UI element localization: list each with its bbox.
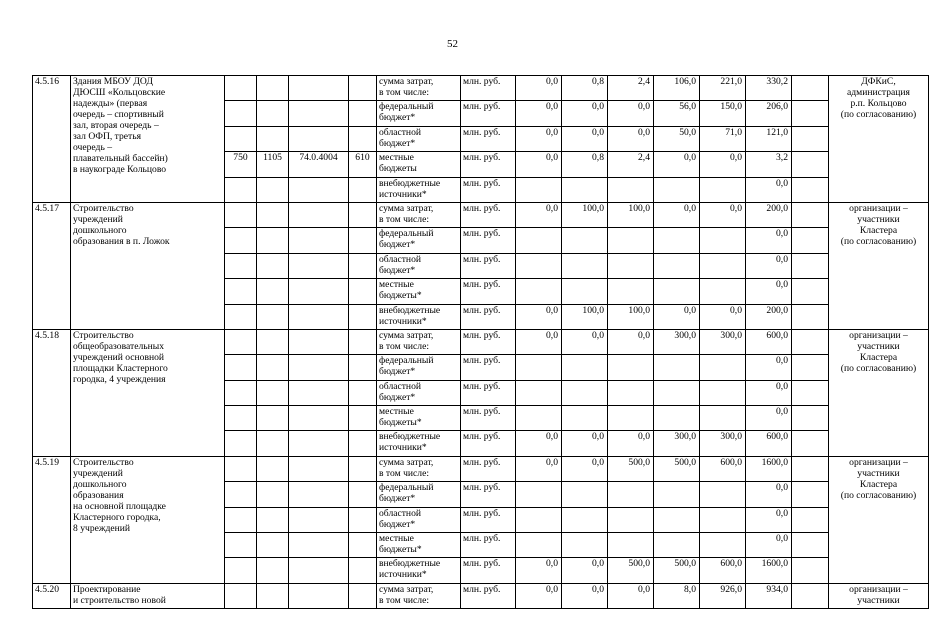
value-cell: 500,0: [608, 456, 654, 481]
budget-code-cell: [225, 380, 257, 405]
budget-code-cell: [289, 406, 349, 431]
value-cell: [700, 507, 746, 532]
financing-table: [32, 75, 929, 609]
unit-cell: млн. руб.: [461, 583, 516, 608]
budget-code-cell: [349, 304, 377, 329]
budget-code-cell: [349, 202, 377, 227]
value-cell: [700, 228, 746, 253]
budget-code-cell: [289, 456, 349, 481]
budget-code-cell: 750: [225, 152, 257, 177]
value-cell: [654, 482, 700, 507]
budget-code-cell: [257, 228, 289, 253]
value-cell: 0,0: [746, 482, 792, 507]
value-cell: 0,0: [608, 126, 654, 151]
value-cell: 300,0: [654, 431, 700, 456]
value-cell: 8,0: [654, 583, 700, 608]
budget-code-cell: [225, 253, 257, 278]
funding-source: областной бюджет*: [377, 126, 461, 151]
budget-code-cell: 1105: [257, 152, 289, 177]
empty-cell: [792, 456, 829, 481]
item-number: 4.5.16: [33, 76, 71, 203]
value-cell: 0,0: [700, 152, 746, 177]
value-cell: 71,0: [700, 126, 746, 151]
budget-code-cell: [289, 101, 349, 126]
value-cell: 0,0: [700, 202, 746, 227]
responsible-party: организации – участники Кластера (по согласованию): [829, 329, 929, 456]
budget-code-cell: [289, 380, 349, 405]
budget-code-cell: [349, 482, 377, 507]
value-cell: [562, 406, 608, 431]
unit-cell: млн. руб.: [461, 101, 516, 126]
budget-code-cell: [289, 431, 349, 456]
value-cell: 0,0: [562, 456, 608, 481]
budget-code-cell: [225, 76, 257, 101]
value-cell: 500,0: [654, 558, 700, 583]
budget-code-cell: [257, 482, 289, 507]
value-cell: [516, 177, 562, 202]
budget-code-cell: [257, 329, 289, 354]
budget-code-cell: [289, 507, 349, 532]
value-cell: [654, 533, 700, 558]
unit-cell: млн. руб.: [461, 507, 516, 532]
value-cell: 0,0: [746, 228, 792, 253]
value-cell: [654, 355, 700, 380]
value-cell: 1600,0: [746, 558, 792, 583]
budget-code-cell: [225, 101, 257, 126]
value-cell: [608, 228, 654, 253]
funding-source: сумма затрат, в том числе:: [377, 76, 461, 101]
value-cell: 0,0: [654, 202, 700, 227]
value-cell: 221,0: [700, 76, 746, 101]
value-cell: 300,0: [654, 329, 700, 354]
value-cell: [562, 507, 608, 532]
budget-code-cell: [349, 101, 377, 126]
budget-code-cell: [257, 406, 289, 431]
value-cell: [608, 406, 654, 431]
value-cell: 0,0: [746, 355, 792, 380]
budget-code-cell: 610: [349, 152, 377, 177]
value-cell: 0,0: [608, 101, 654, 126]
item-name: Здания МБОУ ДОД ДЮСШ «Кольцовские надежды» (первая очередь – спортивный зал, вторая очередь – зал ОФП, третья очередь – плавательный бассейн) в наукограде Кольцово: [71, 76, 225, 203]
unit-cell: млн. руб.: [461, 355, 516, 380]
value-cell: [516, 482, 562, 507]
item-name: Проектирование и строительство новой: [71, 583, 225, 608]
empty-cell: [792, 507, 829, 532]
item-number: 4.5.18: [33, 329, 71, 456]
empty-cell: [792, 177, 829, 202]
value-cell: [700, 482, 746, 507]
budget-code-cell: [225, 304, 257, 329]
value-cell: 0,0: [746, 177, 792, 202]
unit-cell: млн. руб.: [461, 202, 516, 227]
unit-cell: млн. руб.: [461, 253, 516, 278]
funding-source: местные бюджеты*: [377, 279, 461, 304]
table-row: [33, 329, 929, 354]
value-cell: [516, 355, 562, 380]
empty-cell: [792, 202, 829, 227]
value-cell: 0,0: [516, 76, 562, 101]
budget-code-cell: [349, 279, 377, 304]
unit-cell: млн. руб.: [461, 482, 516, 507]
value-cell: 100,0: [562, 304, 608, 329]
budget-code-cell: [349, 507, 377, 532]
budget-code-cell: [349, 329, 377, 354]
funding-source: федеральный бюджет*: [377, 101, 461, 126]
empty-cell: [792, 152, 829, 177]
budget-code-cell: [225, 126, 257, 151]
budget-code-cell: [349, 380, 377, 405]
value-cell: [516, 228, 562, 253]
budget-code-cell: [257, 533, 289, 558]
empty-cell: [792, 76, 829, 101]
value-cell: 1600,0: [746, 456, 792, 481]
budget-code-cell: [289, 177, 349, 202]
value-cell: [700, 533, 746, 558]
budget-code-cell: [289, 329, 349, 354]
budget-code-cell: [289, 279, 349, 304]
funding-source: сумма затрат, в том числе:: [377, 329, 461, 354]
budget-code-cell: [289, 533, 349, 558]
value-cell: 0,0: [516, 456, 562, 481]
value-cell: 0,0: [562, 431, 608, 456]
empty-cell: [792, 431, 829, 456]
value-cell: 0,0: [654, 304, 700, 329]
value-cell: [700, 279, 746, 304]
table-row: [33, 583, 929, 608]
budget-code-cell: [225, 583, 257, 608]
budget-code-cell: [257, 279, 289, 304]
responsible-party: организации – участники Кластера (по согласованию): [829, 456, 929, 583]
value-cell: [562, 253, 608, 278]
value-cell: 3,2: [746, 152, 792, 177]
budget-code-cell: [349, 431, 377, 456]
value-cell: [700, 380, 746, 405]
funding-source: внебюджетные источники*: [377, 177, 461, 202]
value-cell: 100,0: [608, 202, 654, 227]
item-number: 4.5.17: [33, 202, 71, 329]
budget-code-cell: [225, 202, 257, 227]
page-number: 52: [447, 38, 458, 50]
budget-code-cell: [257, 583, 289, 608]
value-cell: 0,8: [562, 76, 608, 101]
empty-cell: [792, 355, 829, 380]
value-cell: 0,0: [608, 431, 654, 456]
value-cell: 100,0: [608, 304, 654, 329]
value-cell: 200,0: [746, 304, 792, 329]
responsible-party: ДФКиС, администрация р.п. Кольцово (по согласованию): [829, 76, 929, 203]
table-row: [33, 202, 929, 227]
item-name: Строительство общеобразовательных учреждений основной площадки Кластерного городка, 4 учреждения: [71, 329, 225, 456]
funding-source: местные бюджеты: [377, 152, 461, 177]
value-cell: 0,0: [700, 304, 746, 329]
unit-cell: млн. руб.: [461, 76, 516, 101]
value-cell: [562, 533, 608, 558]
empty-cell: [792, 482, 829, 507]
unit-cell: млн. руб.: [461, 126, 516, 151]
budget-code-cell: [349, 253, 377, 278]
funding-source: федеральный бюджет*: [377, 228, 461, 253]
budget-code-cell: [257, 507, 289, 532]
budget-code-cell: 74.0.4004: [289, 152, 349, 177]
budget-code-cell: [257, 202, 289, 227]
value-cell: 100,0: [562, 202, 608, 227]
budget-code-cell: [289, 253, 349, 278]
budget-code-cell: [289, 583, 349, 608]
value-cell: [562, 279, 608, 304]
funding-source: сумма затрат, в том числе:: [377, 202, 461, 227]
value-cell: 121,0: [746, 126, 792, 151]
value-cell: [562, 482, 608, 507]
value-cell: 0,0: [746, 279, 792, 304]
value-cell: [608, 355, 654, 380]
value-cell: 600,0: [700, 456, 746, 481]
value-cell: [608, 482, 654, 507]
value-cell: 0,0: [746, 380, 792, 405]
value-cell: 0,0: [516, 431, 562, 456]
funding-source: сумма затрат, в том числе:: [377, 456, 461, 481]
budget-code-cell: [349, 583, 377, 608]
budget-code-cell: [225, 177, 257, 202]
budget-code-cell: [349, 558, 377, 583]
item-number: 4.5.19: [33, 456, 71, 583]
item-name: Строительство учреждений дошкольного образования в п. Ложок: [71, 202, 225, 329]
value-cell: 150,0: [700, 101, 746, 126]
unit-cell: млн. руб.: [461, 380, 516, 405]
value-cell: 0,0: [516, 202, 562, 227]
budget-code-cell: [257, 558, 289, 583]
value-cell: [608, 507, 654, 532]
budget-code-cell: [225, 482, 257, 507]
budget-code-cell: [289, 76, 349, 101]
empty-cell: [792, 279, 829, 304]
value-cell: [654, 380, 700, 405]
budget-code-cell: [289, 126, 349, 151]
value-cell: 600,0: [746, 431, 792, 456]
value-cell: 0,0: [746, 253, 792, 278]
budget-code-cell: [225, 507, 257, 532]
budget-code-cell: [349, 76, 377, 101]
unit-cell: млн. руб.: [461, 177, 516, 202]
empty-cell: [792, 583, 829, 608]
unit-cell: млн. руб.: [461, 431, 516, 456]
value-cell: [654, 279, 700, 304]
value-cell: [654, 228, 700, 253]
value-cell: 0,0: [746, 507, 792, 532]
unit-cell: млн. руб.: [461, 152, 516, 177]
budget-code-cell: [257, 177, 289, 202]
budget-code-cell: [257, 380, 289, 405]
budget-code-cell: [289, 558, 349, 583]
value-cell: [608, 279, 654, 304]
funding-source: внебюджетные источники*: [377, 304, 461, 329]
value-cell: 500,0: [654, 456, 700, 481]
budget-code-cell: [349, 126, 377, 151]
value-cell: [654, 177, 700, 202]
unit-cell: млн. руб.: [461, 406, 516, 431]
funding-source: местные бюджеты*: [377, 406, 461, 431]
value-cell: 0,0: [516, 583, 562, 608]
budget-code-cell: [349, 355, 377, 380]
value-cell: [516, 507, 562, 532]
budget-code-cell: [289, 202, 349, 227]
funding-source: областной бюджет*: [377, 507, 461, 532]
value-cell: [700, 177, 746, 202]
value-cell: [516, 533, 562, 558]
empty-cell: [792, 533, 829, 558]
value-cell: 2,4: [608, 76, 654, 101]
empty-cell: [792, 101, 829, 126]
value-cell: 0,0: [516, 152, 562, 177]
value-cell: 0,0: [562, 583, 608, 608]
responsible-party: организации – участники Кластера (по согласованию): [829, 202, 929, 329]
value-cell: 206,0: [746, 101, 792, 126]
table-row: [33, 76, 929, 101]
value-cell: [562, 355, 608, 380]
budget-code-cell: [257, 355, 289, 380]
value-cell: [608, 177, 654, 202]
value-cell: [562, 177, 608, 202]
funding-source: местные бюджеты*: [377, 533, 461, 558]
value-cell: [516, 253, 562, 278]
empty-cell: [792, 380, 829, 405]
funding-source: внебюджетные источники*: [377, 431, 461, 456]
budget-code-cell: [225, 533, 257, 558]
value-cell: 0,0: [746, 533, 792, 558]
budget-code-cell: [349, 406, 377, 431]
funding-source: федеральный бюджет*: [377, 482, 461, 507]
value-cell: 330,2: [746, 76, 792, 101]
value-cell: 0,0: [516, 126, 562, 151]
budget-code-cell: [225, 456, 257, 481]
budget-code-cell: [257, 456, 289, 481]
table-row: [33, 456, 929, 481]
funding-source: областной бюджет*: [377, 253, 461, 278]
value-cell: [516, 279, 562, 304]
empty-cell: [792, 304, 829, 329]
budget-code-cell: [289, 482, 349, 507]
value-cell: 926,0: [700, 583, 746, 608]
budget-code-cell: [225, 329, 257, 354]
item-name: Строительство учреждений дошкольного образования на основной площадке Кластерного городка, 8 учреждений: [71, 456, 225, 583]
budget-code-cell: [225, 406, 257, 431]
value-cell: [654, 507, 700, 532]
value-cell: 0,0: [562, 329, 608, 354]
value-cell: [608, 533, 654, 558]
value-cell: 0,0: [562, 101, 608, 126]
budget-code-cell: [349, 228, 377, 253]
empty-cell: [792, 253, 829, 278]
value-cell: 2,4: [608, 152, 654, 177]
unit-cell: млн. руб.: [461, 279, 516, 304]
empty-cell: [792, 329, 829, 354]
unit-cell: млн. руб.: [461, 456, 516, 481]
value-cell: 934,0: [746, 583, 792, 608]
responsible-party: организации – участники: [829, 583, 929, 608]
value-cell: [516, 380, 562, 405]
value-cell: 0,0: [654, 152, 700, 177]
budget-code-cell: [225, 431, 257, 456]
funding-source: внебюджетные источники*: [377, 558, 461, 583]
value-cell: 0,0: [562, 558, 608, 583]
value-cell: [700, 253, 746, 278]
value-cell: [608, 253, 654, 278]
budget-code-cell: [257, 253, 289, 278]
value-cell: 0,0: [608, 329, 654, 354]
value-cell: [516, 406, 562, 431]
value-cell: [700, 406, 746, 431]
value-cell: [562, 228, 608, 253]
value-cell: 0,0: [516, 558, 562, 583]
value-cell: 0,8: [562, 152, 608, 177]
empty-cell: [792, 126, 829, 151]
value-cell: 300,0: [700, 329, 746, 354]
funding-source: сумма затрат, в том числе:: [377, 583, 461, 608]
value-cell: 56,0: [654, 101, 700, 126]
value-cell: [562, 380, 608, 405]
value-cell: 0,0: [516, 329, 562, 354]
unit-cell: млн. руб.: [461, 533, 516, 558]
value-cell: [654, 406, 700, 431]
value-cell: 106,0: [654, 76, 700, 101]
budget-code-cell: [257, 304, 289, 329]
budget-code-cell: [257, 76, 289, 101]
value-cell: [700, 355, 746, 380]
value-cell: 200,0: [746, 202, 792, 227]
unit-cell: млн. руб.: [461, 228, 516, 253]
value-cell: [654, 253, 700, 278]
value-cell: 0,0: [746, 406, 792, 431]
budget-code-cell: [289, 228, 349, 253]
value-cell: 0,0: [516, 101, 562, 126]
empty-cell: [792, 228, 829, 253]
budget-code-cell: [349, 533, 377, 558]
item-number: 4.5.20: [33, 583, 71, 608]
budget-code-cell: [289, 304, 349, 329]
budget-code-cell: [225, 355, 257, 380]
value-cell: [608, 380, 654, 405]
budget-code-cell: [257, 126, 289, 151]
value-cell: 500,0: [608, 558, 654, 583]
funding-source: областной бюджет*: [377, 380, 461, 405]
budget-code-cell: [257, 431, 289, 456]
value-cell: 50,0: [654, 126, 700, 151]
value-cell: 600,0: [746, 329, 792, 354]
budget-code-cell: [225, 279, 257, 304]
value-cell: 0,0: [608, 583, 654, 608]
unit-cell: млн. руб.: [461, 304, 516, 329]
budget-code-cell: [289, 355, 349, 380]
value-cell: 0,0: [516, 304, 562, 329]
budget-code-cell: [349, 456, 377, 481]
budget-code-cell: [349, 177, 377, 202]
value-cell: 0,0: [562, 126, 608, 151]
funding-source: федеральный бюджет*: [377, 355, 461, 380]
value-cell: 600,0: [700, 558, 746, 583]
unit-cell: млн. руб.: [461, 329, 516, 354]
budget-code-cell: [257, 101, 289, 126]
budget-code-cell: [225, 558, 257, 583]
empty-cell: [792, 406, 829, 431]
empty-cell: [792, 558, 829, 583]
value-cell: 300,0: [700, 431, 746, 456]
unit-cell: млн. руб.: [461, 558, 516, 583]
budget-code-cell: [225, 228, 257, 253]
